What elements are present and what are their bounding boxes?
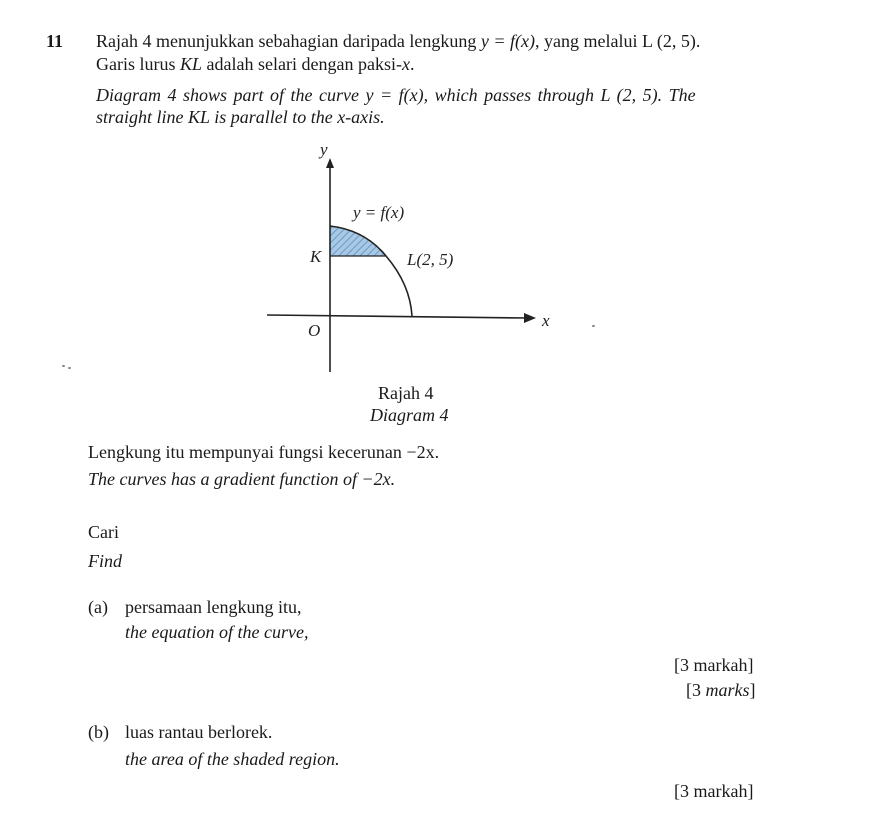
part-a-en: the equation of the curve, [125, 622, 309, 642]
shaded-region [330, 226, 386, 256]
x-axis-label: x [542, 311, 550, 330]
x-axis [267, 315, 528, 318]
curve-label: y = f(x) [353, 203, 405, 222]
gradient-ms: Lengkung itu mempunyai fungsi kecerunan −2x. [88, 442, 440, 462]
part-a-ms: persamaan lengkung itu, [125, 597, 302, 617]
part-b-marks-ms: [3 markah] [674, 781, 754, 801]
intro-en-point: L (2, 5) [600, 85, 658, 105]
caption-ms: Rajah 4 [378, 383, 434, 403]
part-a-marks-en-close: ] [749, 680, 756, 700]
part-a-marks-en-open: [3 [686, 680, 706, 700]
x-axis-arrow-icon [524, 313, 536, 323]
gradient-en: The curves has a gradient function of −2x. [88, 469, 396, 489]
intro-en-text-c: . The [657, 85, 696, 105]
scan-speck [592, 325, 595, 327]
scan-speck [68, 367, 71, 369]
l-label: L(2, 5) [407, 250, 454, 269]
y-axis-arrow-icon [326, 158, 334, 168]
intro-ms-text-c: Garis lurus [96, 54, 180, 74]
diagram-4 [0, 0, 879, 400]
caption-en: Diagram 4 [370, 405, 449, 425]
part-b-label: (b) [88, 722, 109, 742]
part-b-ms: luas rantau berlorek. [125, 722, 273, 742]
intro-ms-point: L (2, 5). [642, 31, 701, 51]
part-b-en: the area of the shaded region. [125, 749, 340, 769]
intro-ms-text-b: , yang melalui [535, 31, 642, 51]
intro-en-function: y = f(x) [365, 85, 424, 105]
part-a-marks-en [686, 680, 756, 701]
intro-ms-text-d: adalah selari dengan paksi- [202, 54, 402, 74]
intro-ms-text-a: Rajah 4 menunjukkan sebahagian daripada lengkung [96, 31, 481, 51]
find-ms: Cari [88, 522, 119, 542]
part-a-marks-en-word: marks [705, 680, 750, 700]
y-axis-label: y [320, 140, 328, 159]
intro-ms-text-e: . [409, 54, 415, 74]
intro-en-text-b: , which passes through [423, 85, 601, 105]
question-number: 11 [46, 31, 64, 51]
intro-ms-x: x [401, 54, 410, 74]
intro-en-line2: straight line KL is parallel to the x-axis. [96, 107, 385, 127]
scan-speck [62, 365, 65, 367]
origin-label: O [308, 321, 321, 340]
intro-en-text-a: Diagram 4 shows part of the curve [96, 85, 366, 105]
intro-ms-kl: KL [180, 54, 203, 74]
part-a-label: (a) [88, 597, 108, 617]
find-en: Find [88, 551, 122, 571]
part-a-marks-ms: [3 markah] [674, 655, 754, 675]
k-label: K [310, 247, 322, 266]
intro-ms-function: y = f(x) [480, 31, 536, 51]
